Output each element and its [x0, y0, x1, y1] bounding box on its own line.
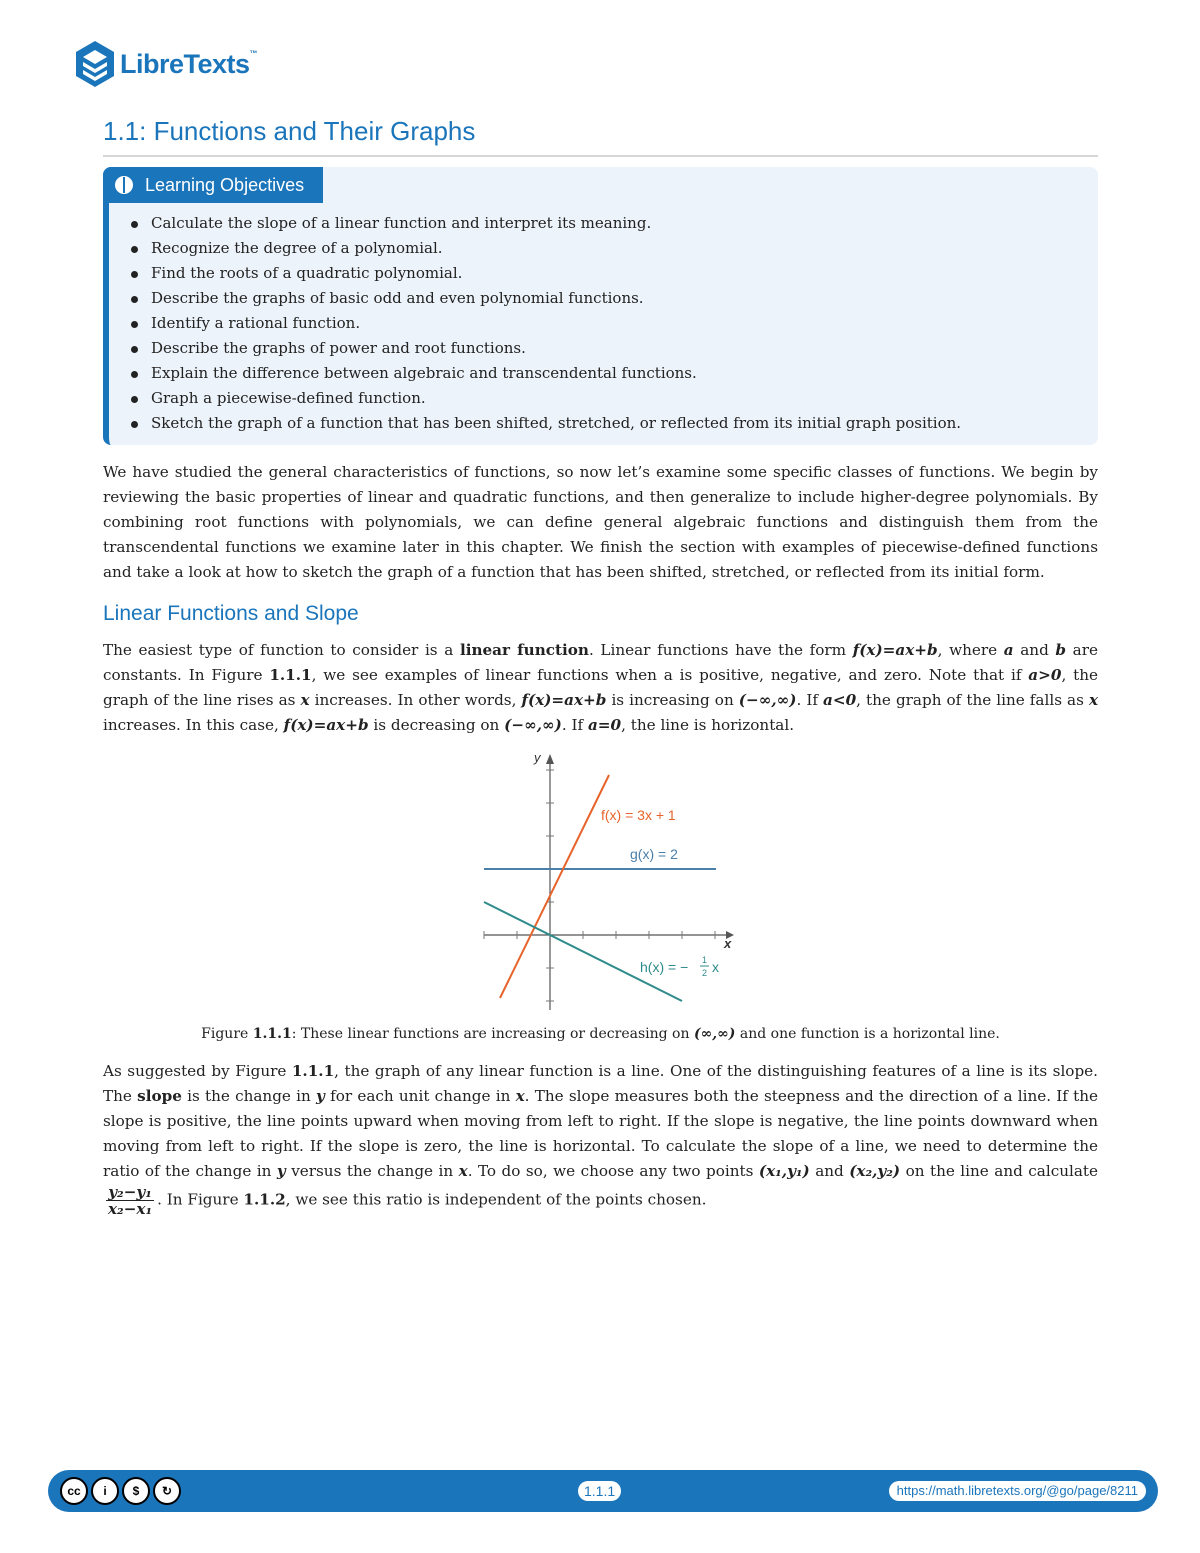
- brain-icon: [113, 174, 135, 196]
- cc-license-badge[interactable]: [60, 1477, 181, 1505]
- title-divider: [103, 155, 1098, 157]
- intro-paragraph: We have studied the general characteristics of functions, so now let’s examine some specific classes of functions. We begin by reviewing the basic properties of linear and quadratic functions, and then generalize to include higher-degree polynomials. By combining root functions with polynomials, we can define general algebraic functions and distinguish them from the transcendental functions we examine later in this chapter. We finish the section with examples of piecewise-defined functions and take a look at how to sketch the graph of a function that has been shifted, stretched, or reflected from its initial form.: [103, 463, 1098, 581]
- y-axis-arrow: [546, 754, 554, 764]
- by-icon: i: [91, 1477, 119, 1505]
- figure-reference[interactable]: 1.1.1: [269, 666, 312, 684]
- term-slope: slope: [137, 1087, 182, 1105]
- y-axis-label: y: [534, 750, 541, 765]
- learning-objectives-box: [103, 167, 1098, 445]
- list-item: Find the roots of a quadratic polynomial.: [129, 261, 961, 286]
- nc-icon: $: [122, 1477, 150, 1505]
- h-label-num: 1: [702, 955, 708, 965]
- h-label-x: x: [712, 959, 719, 975]
- figure-caption: Figure 1.1.1: These linear functions are increasing or decreasing on (∞,∞) and one function is a horizontal line.: [201, 1026, 1000, 1042]
- page-number: 1.1.1: [578, 1481, 621, 1501]
- learning-objectives-header: [103, 167, 323, 203]
- learning-objectives-title: Learning Objectives: [145, 174, 305, 195]
- list-item: Explain the difference between algebraic and transcendental functions.: [129, 361, 961, 386]
- slope-fraction: $\frac{\text{y₂−y₁}}{\text{x₂−x₁}}$: [108, 1183, 153, 1218]
- list-item: Describe the graphs of power and root functions.: [129, 336, 961, 361]
- list-item: Graph a piecewise-defined function.: [129, 386, 961, 411]
- libretexts-logo[interactable]: [74, 40, 257, 88]
- slope-paragraph: As suggested by Figure 1.1.1, the graph of any linear function is a line. One of the distinguishing features of a line is its slope. The slope is the change in y for each unit change in x. The slope measures both the steepness and the direction of a line. If the slope is positive, the line points upward when moving from left to right. If the slope is negative, the line points downward when moving from left to right. If the slope is zero, the line is horizontal. To calculate the slope of a line, we need to determine the ratio of the change in y versus the change in x. To do so, we choose any two points (x₁,y₁) and (x₂,y₂) on the line and calculate $\frac{\text{y₂−y₁}}{\text{x₂−x₁}}$ . In Figure 1.1.2, we see this ratio is independent of the points chosen.: [103, 1062, 1099, 1218]
- list-item: Describe the graphs of basic odd and even polynomial functions.: [129, 286, 961, 311]
- line-h: [484, 902, 682, 1001]
- term-linear-function: linear function: [459, 641, 589, 659]
- line-f: [500, 775, 609, 998]
- brand-name: LibreTexts™: [120, 48, 258, 79]
- list-item: Calculate the slope of a linear function and interpret its meaning.: [129, 211, 961, 236]
- x-axis-label: x: [724, 936, 732, 951]
- h-label: h(x) = −: [640, 959, 689, 975]
- libretexts-logo-icon: [74, 40, 116, 88]
- list-item: Sketch the graph of a function that has been shifted, stretched, or reflected from its initial graph position.: [129, 411, 961, 436]
- figure-reference[interactable]: 1.1.1: [291, 1062, 335, 1080]
- sa-icon: ↻: [153, 1477, 181, 1505]
- cc-icon: cc: [60, 1477, 88, 1505]
- linear-functions-paragraph: The easiest type of function to consider is a linear function. Linear functions have the form f(x)=ax+b, where a and b are constants. In Figure 1.1.1, we see examples of linear functions when a is positive, negative, and zero. Note that if a>0, the graph of the line rises as x increases. In other words, f(x)=ax+b is increasing on (−∞,∞). If a<0, the graph of the line falls as x increases. In this case, f(x)=ax+b is decreasing on (−∞,∞). If a=0, the line is horizontal.: [103, 641, 1098, 734]
- section-heading: Linear Functions and Slope: [103, 602, 359, 625]
- g-label: g(x) = 2: [630, 846, 678, 862]
- list-item: Recognize the degree of a polynomial.: [129, 236, 961, 261]
- objectives-list: [129, 211, 961, 436]
- page-footer: [48, 1470, 1158, 1512]
- linear-functions-graph: [478, 748, 748, 1020]
- list-item: Identify a rational function.: [129, 311, 961, 336]
- page-title: 1.1: Functions and Their Graphs: [103, 116, 476, 146]
- f-label: f(x) = 3x + 1: [601, 807, 676, 823]
- figure-reference[interactable]: 1.1.2: [243, 1190, 286, 1209]
- h-label-den: 2: [702, 968, 708, 978]
- page-url-link[interactable]: https://math.libretexts.org/@go/page/8211: [889, 1481, 1146, 1501]
